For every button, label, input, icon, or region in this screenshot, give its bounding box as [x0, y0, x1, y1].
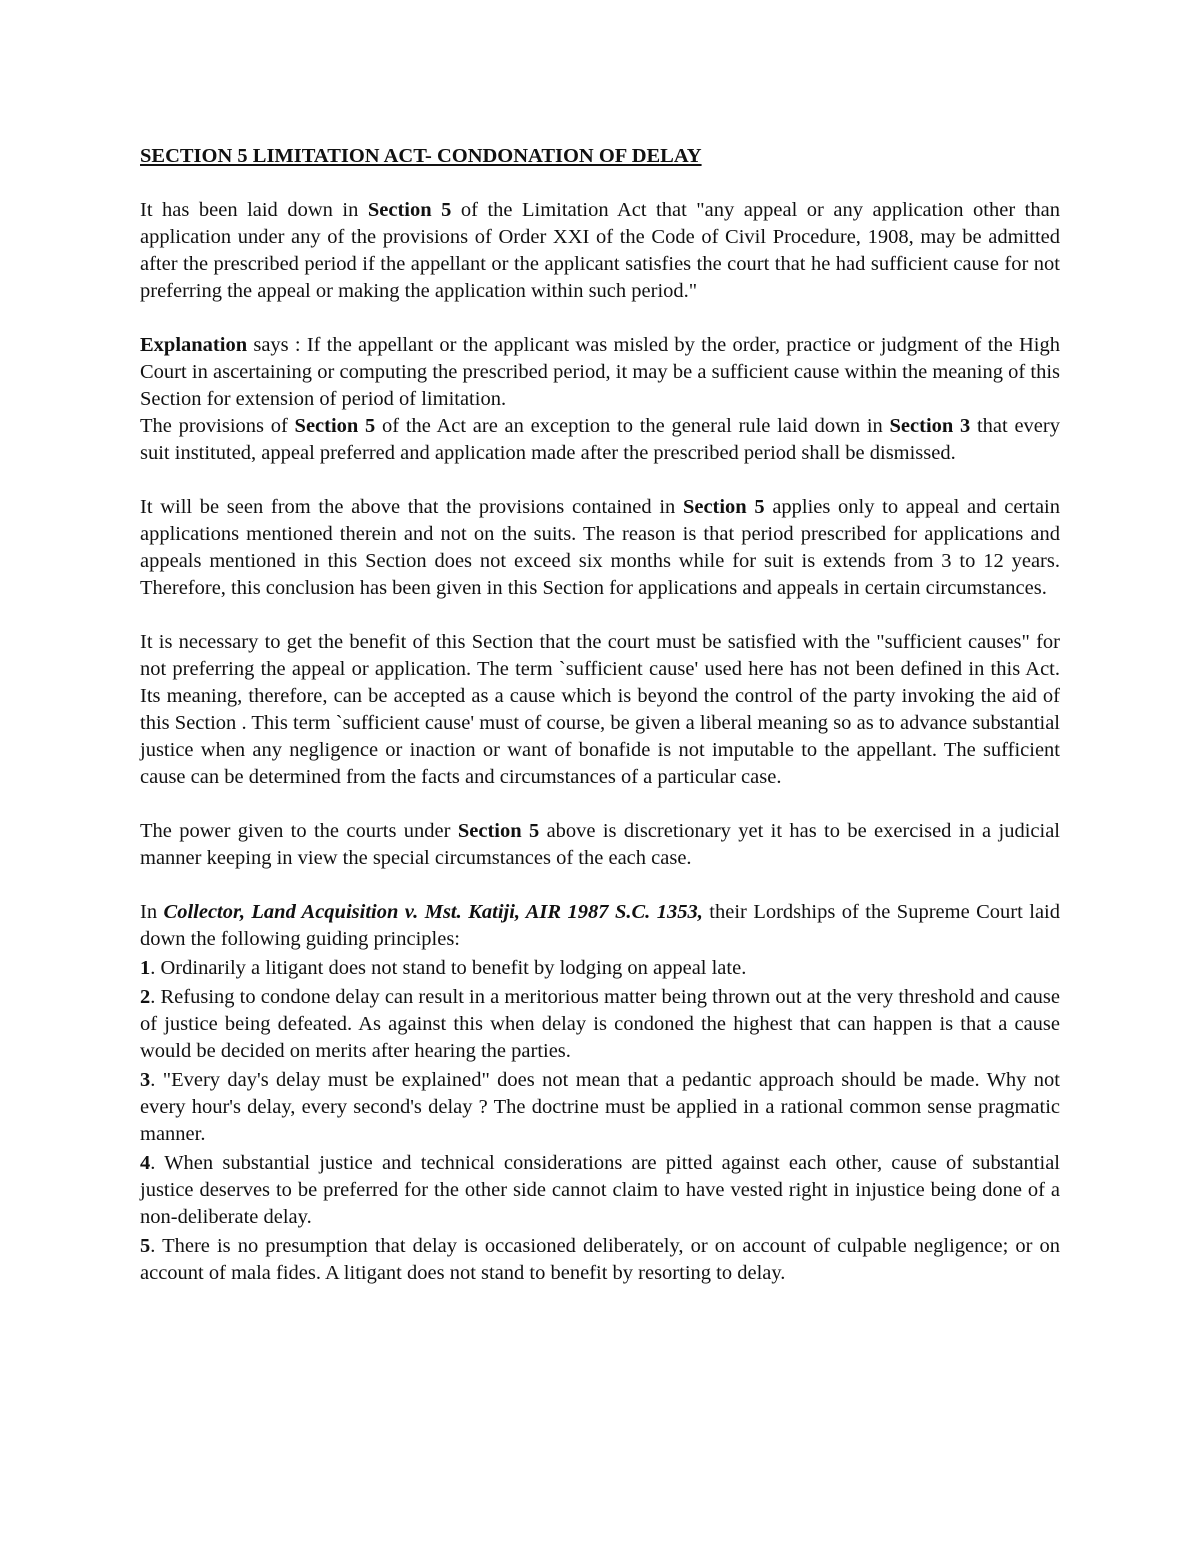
text-run: The provisions of: [140, 415, 295, 437]
paragraph-applies-only: [140, 494, 1060, 602]
paragraph-section-5-text: [140, 197, 1060, 305]
principle-item-2: [140, 984, 1060, 1065]
principle-text: . When substantial justice and technical considerations are pitted against each other, cause of substantial justice deserves to be preferred for the other side cannot claim to have vested right in injustice being done of a non-deliberate delay.: [140, 1152, 1060, 1228]
text-run: applies only to appeal and certain applications mentioned therein and not on the suits. The reason is that period prescribed for applications and appeals mentioned in this Section does not exceed six months while for suit is extends from 3 to 12 years. Therefore, this conclusion has been given in this Section for applications and appeals in certain circumstances.: [140, 496, 1060, 599]
principle-item-4: [140, 1150, 1060, 1231]
paragraph-discretionary-power: [140, 818, 1060, 872]
text-run: says : If the appellant or the applicant was misled by the order, practice or judgment of the High Court in ascertaining or computing the prescribed period, it may be a sufficient cause within the meaning of this Section for extension of period of limitation.: [140, 334, 1060, 410]
paragraph-case-citation: [140, 899, 1060, 953]
text-run: of the Act are an exception to the general rule laid down in: [375, 415, 890, 437]
text-run: above is discretionary yet it has to be exercised in a judicial manner keeping in view the special circumstances of the each case.: [140, 820, 1060, 869]
text-run: It has been laid down in: [140, 199, 368, 221]
bold-term: Explanation: [140, 334, 248, 356]
bold-term: Section 5: [457, 820, 540, 842]
text-run: In: [140, 901, 164, 923]
text-run: that every suit instituted, appeal preferred and application made after the prescribed period shall be dismissed.: [140, 415, 1060, 464]
bold-term: Section 3: [889, 415, 971, 437]
principle-item-5: [140, 1233, 1060, 1287]
document-title: SECTION 5 LIMITATION ACT- CONDONATION OF DELAY: [140, 145, 702, 167]
text-run: their Lordships of the Supreme Court laid down the following guiding principles:: [140, 901, 1061, 950]
principle-number: 1: [140, 957, 151, 979]
document-page: [140, 143, 1060, 1287]
bold-term: Section 5: [682, 496, 765, 518]
principle-number: 5: [140, 1235, 151, 1257]
principle-number: 2: [140, 986, 151, 1008]
principle-text: . "Every day's delay must be explained" does not mean that a pedantic approach should be made. Why not every hour's delay, every second's delay ? The doctrine must be applied in a rational common sense pragmatic manner.: [140, 1069, 1060, 1145]
text-run: The power given to the courts under: [140, 820, 458, 842]
case-citation: Collector, Land Acquisition v. Mst. Katiji, AIR 1987 S.C. 1353,: [163, 901, 703, 923]
paragraph-exception: [140, 413, 1060, 467]
principle-text: . Refusing to condone delay can result in a meritorious matter being thrown out at the very threshold and cause of justice being defeated. As against this when delay is condoned the highest that can happen is that a cause would be decided on merits after hearing the parties.: [140, 986, 1060, 1062]
principle-item-1: [140, 955, 1060, 982]
paragraph-explanation: [140, 332, 1060, 413]
text-run: of the Limitation Act that "any appeal or any application other than application under any of the provisions of Order XXI of the Code of Civil Procedure, 1908, may be admitted after the prescribed period if the appellant or the applicant satisfies the court that he had sufficient cause for not preferring the appeal or making the application within such period.": [140, 199, 1060, 302]
text-run: It will be seen from the above that the provisions contained in: [140, 496, 683, 518]
paragraph-sufficient-cause: It is necessary to get the benefit of this Section that the court must be satisfied with the "sufficient causes" for not preferring the appeal or application. The term `sufficient cause' used here has not been defined in this Act. Its meaning, therefore, can be accepted as a cause which is beyond the control of the party invoking the aid of this Section . This term `sufficient cause' must of course, be given a liberal meaning so as to advance substantial justice when any negligence or inaction or want of bonafide is not imputable to the appellant. The sufficient cause can be determined from the facts and circumstances of a particular case.: [140, 631, 1060, 788]
bold-term: Section 5: [367, 199, 452, 221]
bold-term: Section 5: [294, 415, 376, 437]
principle-number: 3: [140, 1069, 151, 1091]
principle-item-3: [140, 1067, 1060, 1148]
principle-text: . Ordinarily a litigant does not stand to benefit by lodging on appeal late.: [150, 957, 747, 979]
principle-number: 4: [140, 1152, 151, 1174]
principle-text: . There is no presumption that delay is occasioned deliberately, or on account of culpable negligence; or on account of mala fides. A litigant does not stand to benefit by resorting to delay.: [140, 1235, 1060, 1284]
